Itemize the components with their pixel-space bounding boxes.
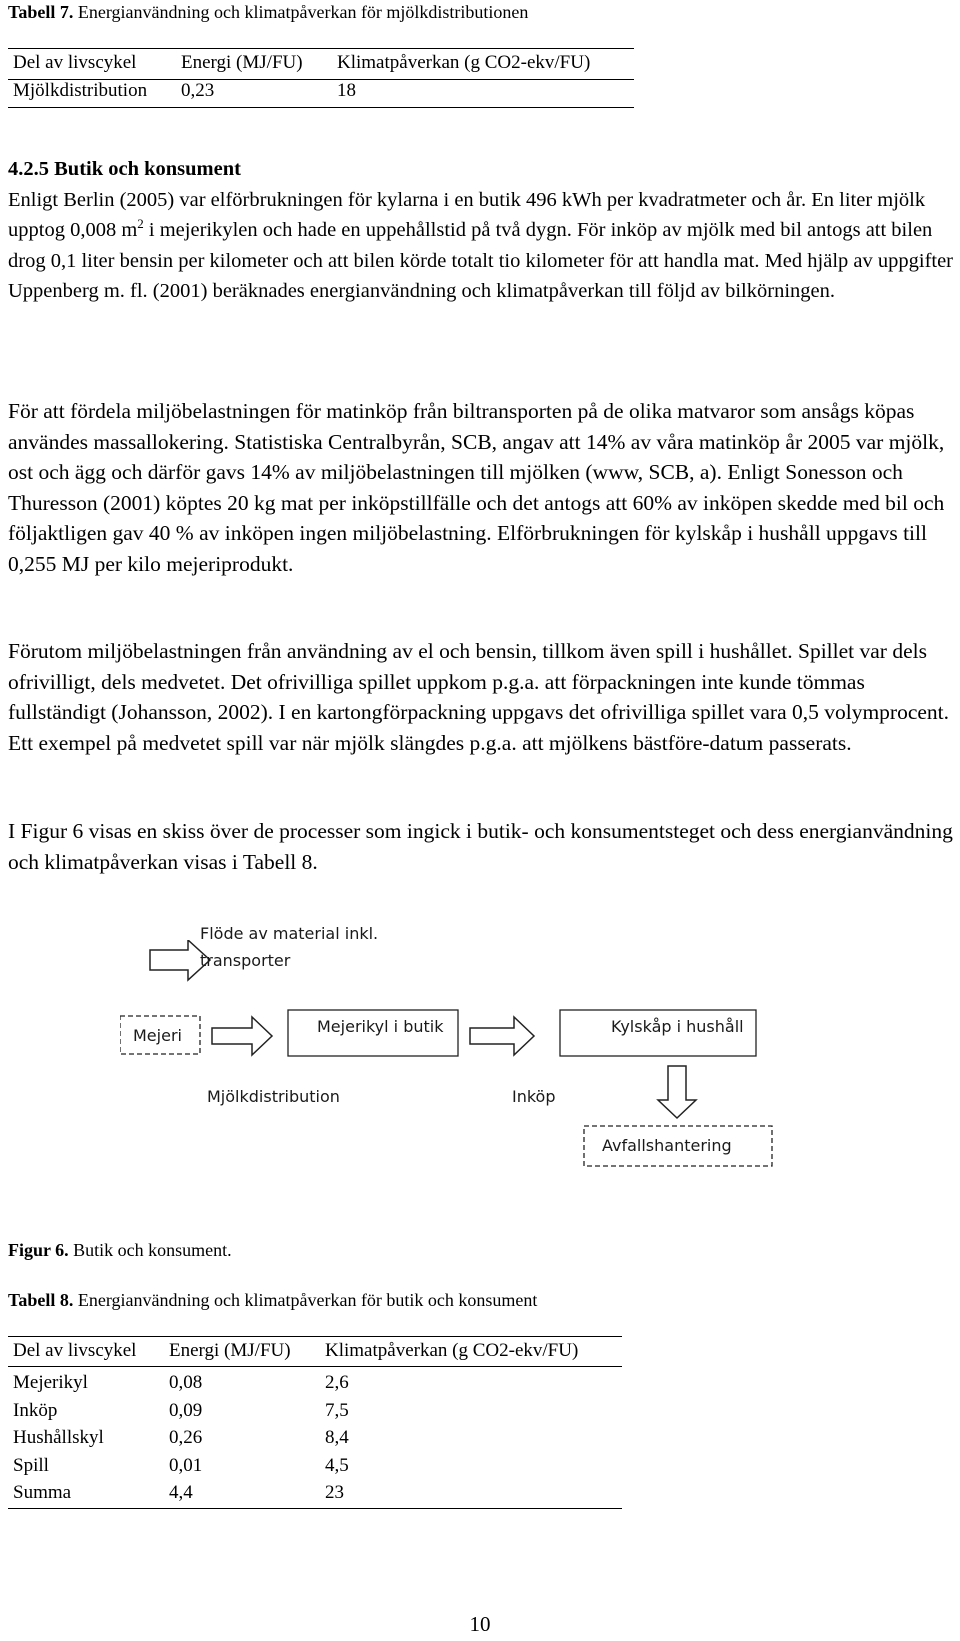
table8-row [13,1400,578,1428]
table7-top-rule [8,48,634,49]
figure6-text: Butik och konsument. [68,1240,232,1260]
paragraph-2: För att fördela miljöbelastningen för matinköp från biltransporten på de olika matvaror som ansågs köpas användes massallokering. Statistiska Centralbyrån, SCB, angav att 14% av våra matinköp år 2005 var mjölk, ost och ägg och därför gavs 14% av miljöbelastningen till mjölken (www, SCB, a). Enligt Sonesson och Thuresson (2001) köptes 20 kg mat per inköpstillfälle och det antogs att 60% av inköpen skedde med bil och följaktligen gav 40 % av inköpen ingen miljöbelastning. Elförbrukningen för kylskåp i hushåll uppgavs till 0,255 MJ per kilo mejeriprodukt. [8,399,945,576]
table7-header-row [13,52,590,80]
avfall-label: Avfallshantering [602,1136,732,1155]
superscript-2: 2 [137,216,144,232]
legend-line-1: Flöde av material inkl. [200,924,379,943]
paragraph-3: Förutom miljöbelastningen från användning av el och bensin, tillkom även spill i hushållet. Spillet var dels ofrivilligt, dels medvetet. Det ofrivilliga spillet uppkom p.g.a. att förpackningen inte kunde tömmas fullständigt (Johansson, 2002). I en kartongförpackning uppgavs det ofrivilliga spillet vara 0,5 volymprocent. Ett exempel på medvetet spill var när mjölk slängdes p.g.a. att mjölkens bästföre-datum passerats. [8,639,950,755]
table7-row [13,80,590,108]
paragraph-1 [8,185,953,307]
table8-top-rule [8,1336,622,1337]
table8-cell: Hushållskyl [13,1427,104,1449]
legend-text [200,920,378,974]
table7-label: Tabell 7. [8,2,74,22]
paragraph-1-text-a: Enligt Berlin (2005) var elförbrukningen för kylarna i en butik 496 kWh per kvadratmeter och år. En liter mjölk upptog 0,008 m [8,188,926,242]
arrow-right-icon [470,1017,534,1055]
table8-cell: 0,26 [169,1427,203,1449]
table7 [13,52,590,108]
table8-title: Energianvändning och klimatpåverkan för butik och konsument [73,1290,538,1310]
inkop-label: Inköp [512,1087,556,1106]
page-number: 10 [469,1612,491,1636]
legend-line-2: transporter [200,951,291,970]
section-heading: 4.2.5 Butik och konsument [8,158,241,180]
table7-header-cell: Del av livscykel [13,52,137,73]
table8-mid-rule [8,1366,622,1367]
table8-cell: 8,4 [325,1427,349,1449]
table7-cell: Mjölkdistribution [13,80,148,101]
table8-cell: 4,5 [325,1454,349,1476]
table8-cell: 0,09 [169,1399,203,1421]
table8-cell: 7,5 [325,1399,349,1421]
table8-header-cell: Energi (MJ/FU) [169,1340,291,1361]
table7-header-cell: Energi (MJ/FU) [181,52,303,73]
mjolkdistribution-label: Mjölkdistribution [207,1087,340,1106]
paragraph-1-text-b: i mejerikylen och hade en uppehållstid på två dygn. För inköp av mjölk med bil antogs att bilen drog 0,1 liter bensin per kilometer och att bilen körde totalt tio kilometer för att handla mat. Med hjälp av uppgifter Uppenberg m. fl. (2001) beräknades energianvändning och klimatpåverkan till följd av bilkörningen. [8,219,954,303]
table7-mid-rule [8,79,634,80]
table8-row [13,1482,578,1510]
table7-title: Energianvändning och klimatpåverkan för mjölkdistributionen [73,2,529,22]
arrow-down-icon [658,1066,696,1118]
table8-caption [8,1290,537,1311]
table7-caption [8,2,528,23]
table8-cell: 23 [325,1482,344,1504]
figure6-label: Figur 6. [8,1240,69,1260]
table8-row [13,1372,578,1400]
table8-cell: Summa [13,1482,72,1504]
table8-row [13,1427,578,1455]
table8-header-row [13,1340,578,1368]
table8-cell: 2,6 [325,1372,349,1393]
table7-cell: 18 [337,80,356,101]
section-block [8,154,953,307]
table8-row [13,1455,578,1483]
table8-cell: Mejerikyl [13,1372,88,1393]
table8-cell: 4,4 [169,1482,193,1504]
table8-cell: Spill [13,1454,49,1476]
mejerikyl-label: Mejerikyl i butik [317,1017,444,1036]
arrow-right-icon [212,1017,272,1055]
table7-bottom-rule [8,107,634,108]
table8-label: Tabell 8. [8,1290,74,1310]
table7-header-cell: Klimatpåverkan (g CO2-ekv/FU) [337,52,591,73]
table8-cell: Inköp [13,1399,58,1421]
table8-cell: 0,08 [169,1372,203,1393]
table8-header-cell: Klimatpåverkan (g CO2-ekv/FU) [325,1340,579,1361]
mejeri-label: Mejeri [133,1026,182,1045]
table7-cell: 0,23 [181,80,215,101]
table8-header-cell: Del av livscykel [13,1340,137,1361]
table8-bottom-rule [8,1508,622,1509]
table8-cell: 0,01 [169,1454,203,1476]
paragraph-4: I Figur 6 visas en skiss över de processer som ingick i butik- och konsumentsteget och dess energianvändning och klimatpåverkan visas i Tabell 8. [8,819,953,874]
kylskap-label: Kylskåp i hushåll [611,1017,744,1036]
process-diagram [120,940,810,1200]
figure6-caption [8,1240,232,1261]
